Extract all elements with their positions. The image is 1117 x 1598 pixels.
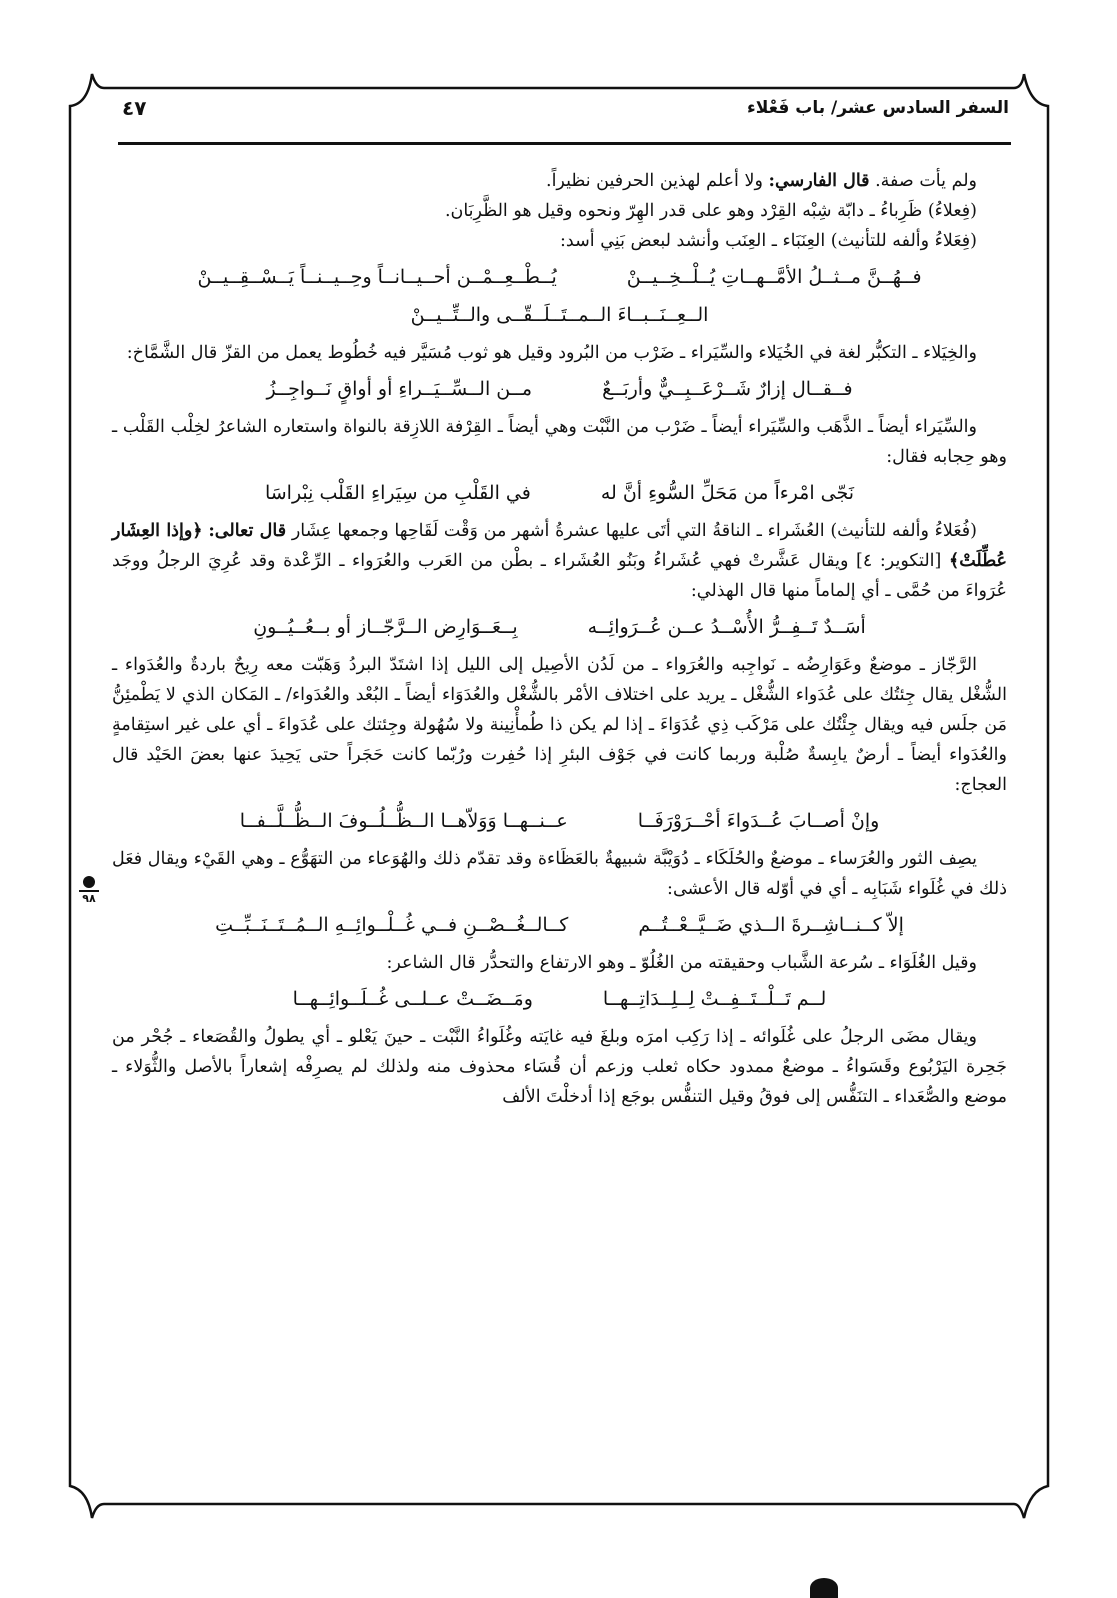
paragraph: والسِّيَراء أيضاً ـ الذَّهَب والسِّيَراء أيضاً ـ ضَرْب من النَّبْت وهي أيضاً ـ القِرْفة اللازِقة بالنواة واستعاره الشاعرُ لخِلْب القَلْب ـ وهو حِجابه فقال: [112, 417, 1007, 467]
margin-folio-marker [76, 876, 102, 905]
verse [112, 806, 1007, 836]
verse-hemistich: فــهُــنَّ مــثــلُ الأمَّــهــاتِ يُــلْــخِــيــنْ [626, 266, 922, 288]
quran-quote: ﴿وإذا العِشَار عُطِّلَتْ﴾ [112, 521, 1007, 571]
verse-hemistich: كــالــغُــصْــنِ فــي غُــلْــوائِــهِ الــمُــتَــنَــبِّــتِ [215, 914, 569, 936]
text-run: (فُعَلاءُ وألفه للتأنيث) العُشَراء ـ الناقةُ التي أتَى عليها عشرةُ أشهر من وَقْت لَقَاحِها وجمعها عِشَار [291, 521, 977, 541]
paragraph: (فِعَلاءُ وألفه للتأنيث) العِنَبَاء ـ العِنَب وأنشد لبعض بَنِي أسد: [560, 231, 977, 251]
verse-hemistich: ومَــضَــتْ عــلــى غُــلَــوائِــهــا [292, 988, 533, 1010]
paragraph: ويقال مضَى الرجلُ على غُلَوائه ـ إذا رَكِب امرَه وبلغَ فيه غايَته وغُلَواءُ النَّبْت ـ حينَ يَعْلو ـ أي يطولُ والقُصَعاء ـ جُحْر من جَحِرة اليَرْبُوع وقَسَواءُ ـ موضعٌ ممدود حكاه ثعلب وزعم أن قُسَاء محذوف منه ولذلك لم يصرِفْه إشعاراً بالأصل والثُّوَلاء ـ موضع والصُّعَداء ـ التنَفُّس إلى فوقُ وقيل التنفُّس بوجَع إذا أدخلْتَ الألف [112, 1027, 1007, 1107]
verse [112, 910, 1007, 940]
verse [112, 984, 1007, 1014]
verse-hemistich: أسَــدٌ تَــفِــرُّ الأُسْــدُ عــن عُــرَوائِــه [587, 616, 866, 638]
paragraph: يصِف الثور والعُرَساء ـ موضعٌ والحُلَكَاء ـ دُوَيْبَّة شبيهةٌ بالعَظَاءة وقد تقدّم ذلك والهُوَعاء من التهَوُّع ـ وهي القَيْء ويقال فعَل ذلك في غُلَواء شَبَابِه ـ أي في أوّله قال الأعشى: [112, 849, 1007, 899]
verse-hemistich: في القَلْبِ من سِيَراءِ القَلْب نِبْراسَا [264, 482, 531, 504]
verse-hemistich: لــم تَــلْــتَــفِــتْ لِــلِــدَاتِــهــا [602, 988, 827, 1010]
verse-hemistich: الــعِــنَــبــاءَ الــمــتَــلَــقّــى والــتِّــيــنْ [410, 304, 709, 326]
paragraph: والخِيَلاء ـ التكبُّر لغة في الخُيَلاء والسِّيَراء ـ ضَرْب من البُرود وقيل هو ثوب مُسَيَّر فيه خُطُوط يعمل من القزّ قال الشَّمَّاخ: [126, 343, 977, 363]
page-header [110, 96, 1009, 130]
paragraph [112, 166, 1007, 196]
text-run: ولم يأت صفة. [875, 171, 977, 191]
verse-hemistich: إلاّ كــنــاشِــرةَ الــذي ضَــيَّــعْــتُــم [638, 914, 904, 936]
verse [112, 478, 1007, 508]
header-rule [118, 142, 1011, 145]
verse-hemistich: وإنْ أصــابَ عُــدَواءَ أحْــرَوْرَفَــا [637, 810, 880, 832]
verse [112, 262, 1007, 292]
paragraph: وقيل الغُلَوَاء ـ سُرعة الشَّباب وحقيقته من الغُلُوّ ـ وهو الارتفاع والتحدُّر قال الشاعر: [386, 953, 977, 973]
verse-hemistich: يُــطْــعِــمْــن أحــيــانــاً وحِــيــنــاً يَــسْــقِــيــنْ [197, 266, 557, 288]
text-run: ولا أعلم لهذين الحرفين نظيراً. [546, 171, 763, 191]
verse [112, 300, 1007, 330]
folio-number: ٩٨ [82, 892, 96, 905]
folio-dot-icon [83, 876, 95, 888]
paragraph: الرَّجّاز ـ موضعٌ وعَوَارِضُه ـ نَواجِبه والعُرَواء ـ من لَدُن الأصِيل إلى الليل إذا اشتَدّ البردُ وَهَبّت معه رِيحٌ باردةٌ والعُدَواء ـ الشُّغْل يقال جِئتُك على عُدَواء الشُّغْل ـ يريد على اختلاف الأمْر بالشُّغْل والعُدَوَاء أيضاً ـ البُعْد والعُدَواء/ ـ المَكان الذي لا يَطْمئِنُّ مَن جلَس فيه ويقال جِئْتُك على مَرْكَب ذِي عُدَوَاءَ ـ إذا لم يكن ذا طُمأْنِينة ولا سُهُولة وجِئتك على عُدَواءَ ـ أي على غير استِقامةٍ والعُدَواء أيضاً ـ أرضٌ يابِسةٌ صُلْبة وربما كانت في جَوْف البئرِ إذا حُفِرت ورُبّما كانت حَجَراً حتى يَحِيدَ عنها بعضَ الحَيْد قال العجاج: [112, 655, 1007, 795]
running-title: السفر السادس عشر/ باب فَعْلاء [747, 98, 1009, 118]
verse [112, 374, 1007, 404]
text-run: [التكوير: ٤] ويقال عَشَّرتْ فهي عُشَراءُ وبَنُو العُشَراء ـ بطْن من العَرب والعُرَواء ـ الرِّعْدة وقد عُرِيَ الرجلُ ووجَد عُرَواءَ من حُمَّى ـ أي إلماماً منها قال الهذلي: [112, 551, 1007, 601]
text-run-bold: قال تعالى: [208, 521, 287, 541]
ink-blot [810, 1578, 838, 1598]
paragraph: (فِعلاءُ) ظَرِباءُ ـ دابّة شِبْه القِرْد وهو على قدر الهِرّ ونحوه وقيل هو الظَّرِبَان. [444, 201, 977, 221]
verse-hemistich: مــن الــسِّــيَــراءِ أو أواقٍ نَــواجِــزُ [266, 378, 533, 400]
verse-hemistich: بِــعَــوَارِض الــرَّجّــاز أو بــعُــيُــونِ [253, 616, 518, 638]
paragraph [112, 516, 1007, 606]
page-number: ٤٧ [122, 96, 147, 120]
verse [112, 612, 1007, 642]
text-run-bold: قال الفارسي: [768, 171, 870, 191]
verse-hemistich: نَجّى امْرءاً من مَحَلِّ السُّوءِ أنَّ له [600, 482, 855, 504]
body-text [112, 166, 1007, 1112]
verse-hemistich: فــقــال إزارٌ شَــرْعَــبِــيٌّ وأربَــعٌ [602, 378, 853, 400]
verse-hemistich: عــنــهــا وَوَلاّهــا الــظُّــلُــوفَ الــظُّــلَّــفــا [239, 810, 568, 832]
